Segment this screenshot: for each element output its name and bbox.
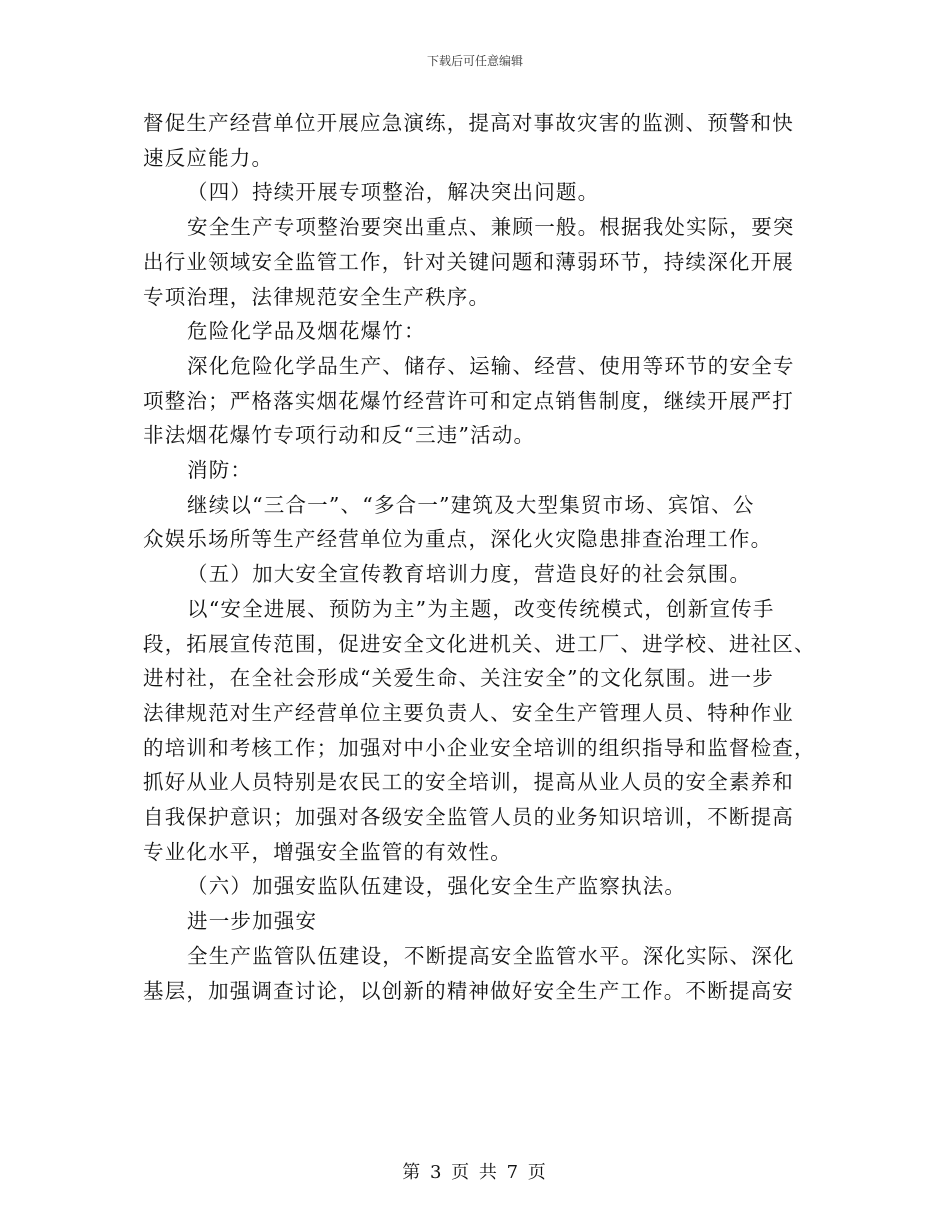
text-line: 消防： [187,458,253,483]
text-line: （五）加大安全宣传教育培训力度，营造良好的社会氛围。 [187,562,752,587]
text-line: 抓好从业人员特别是农民工的安全培训，提高从业人员的安全素养和 [143,770,794,795]
text-line: （四）持续开展专项整治，解决突出问题。 [187,180,600,205]
page-header: 下载后可任意编辑 [426,54,523,68]
text-line: 基层，加强调查讨论，以创新的精神做好安全生产工作。不断提高安 [143,978,794,1003]
text-line: 专业化水平，增强安全监管的有效性。 [143,839,512,864]
text-line: 众娱乐场所等生产经营单位为重点，深化火灾隐患排查治理工作。 [143,527,773,552]
text-line: 段，拓展宣传范围，促进安全文化进机关、进工厂、进学校、进社区、 [143,631,816,656]
page-number: 第 3 页 共 7 页 [402,1162,548,1183]
text-line: 进村社，在全社会形成“关爱生命、关注安全”的文化氛围。进一步 [143,666,774,691]
text-line: 自我保护意识；加强对各级安全监管人员的业务知识培训，不断提高 [143,805,794,830]
text-line: 速反应能力。 [143,145,274,170]
text-line: 深化危险化学品生产、储存、运输、经营、使用等环节的安全专 [187,353,795,378]
text-line: 项整治；严格落实烟花爆竹经营许可和定点销售制度，继续开展严打 [143,388,794,413]
document-body [143,106,816,1008]
text-line: 安全生产专项整治要突出重点、兼顾一般。根据我处实际，要突 [187,215,795,240]
text-line: 非法烟花爆竹专项行动和反“三违”活动。 [143,423,536,448]
text-line: 督促生产经营单位开展应急演练，提高对事故灾害的监测、预警和快 [143,111,794,135]
text-line: 的培训和考核工作；加强对中小企业安全培训的组织指导和监督检查， [143,735,816,760]
text-line: 危险化学品及烟花爆竹： [187,319,426,344]
text-line: 继续以“三合一”、“多合一”建筑及大型集贸市场、宾馆、公 [187,492,755,517]
text-line: 全生产监管队伍建设，不断提高安全监管水平。深化实际、深化 [187,943,795,968]
text-line: 进一步加强安 [187,909,318,934]
text-line: 专项治理，法律规范安全生产秩序。 [143,284,491,309]
text-line: （六）加强安监队伍建设，强化安全生产监察执法。 [187,874,687,899]
text-line: 以“安全进展、预防为主”为主题，改变传统模式，创新宣传手 [187,596,775,621]
text-line: 法律规范对生产经营单位主要负责人、安全生产管理人员、特种作业 [143,700,794,725]
text-line: 出行业领域安全监管工作，针对关键问题和薄弱环节，持续深化开展 [143,249,794,274]
